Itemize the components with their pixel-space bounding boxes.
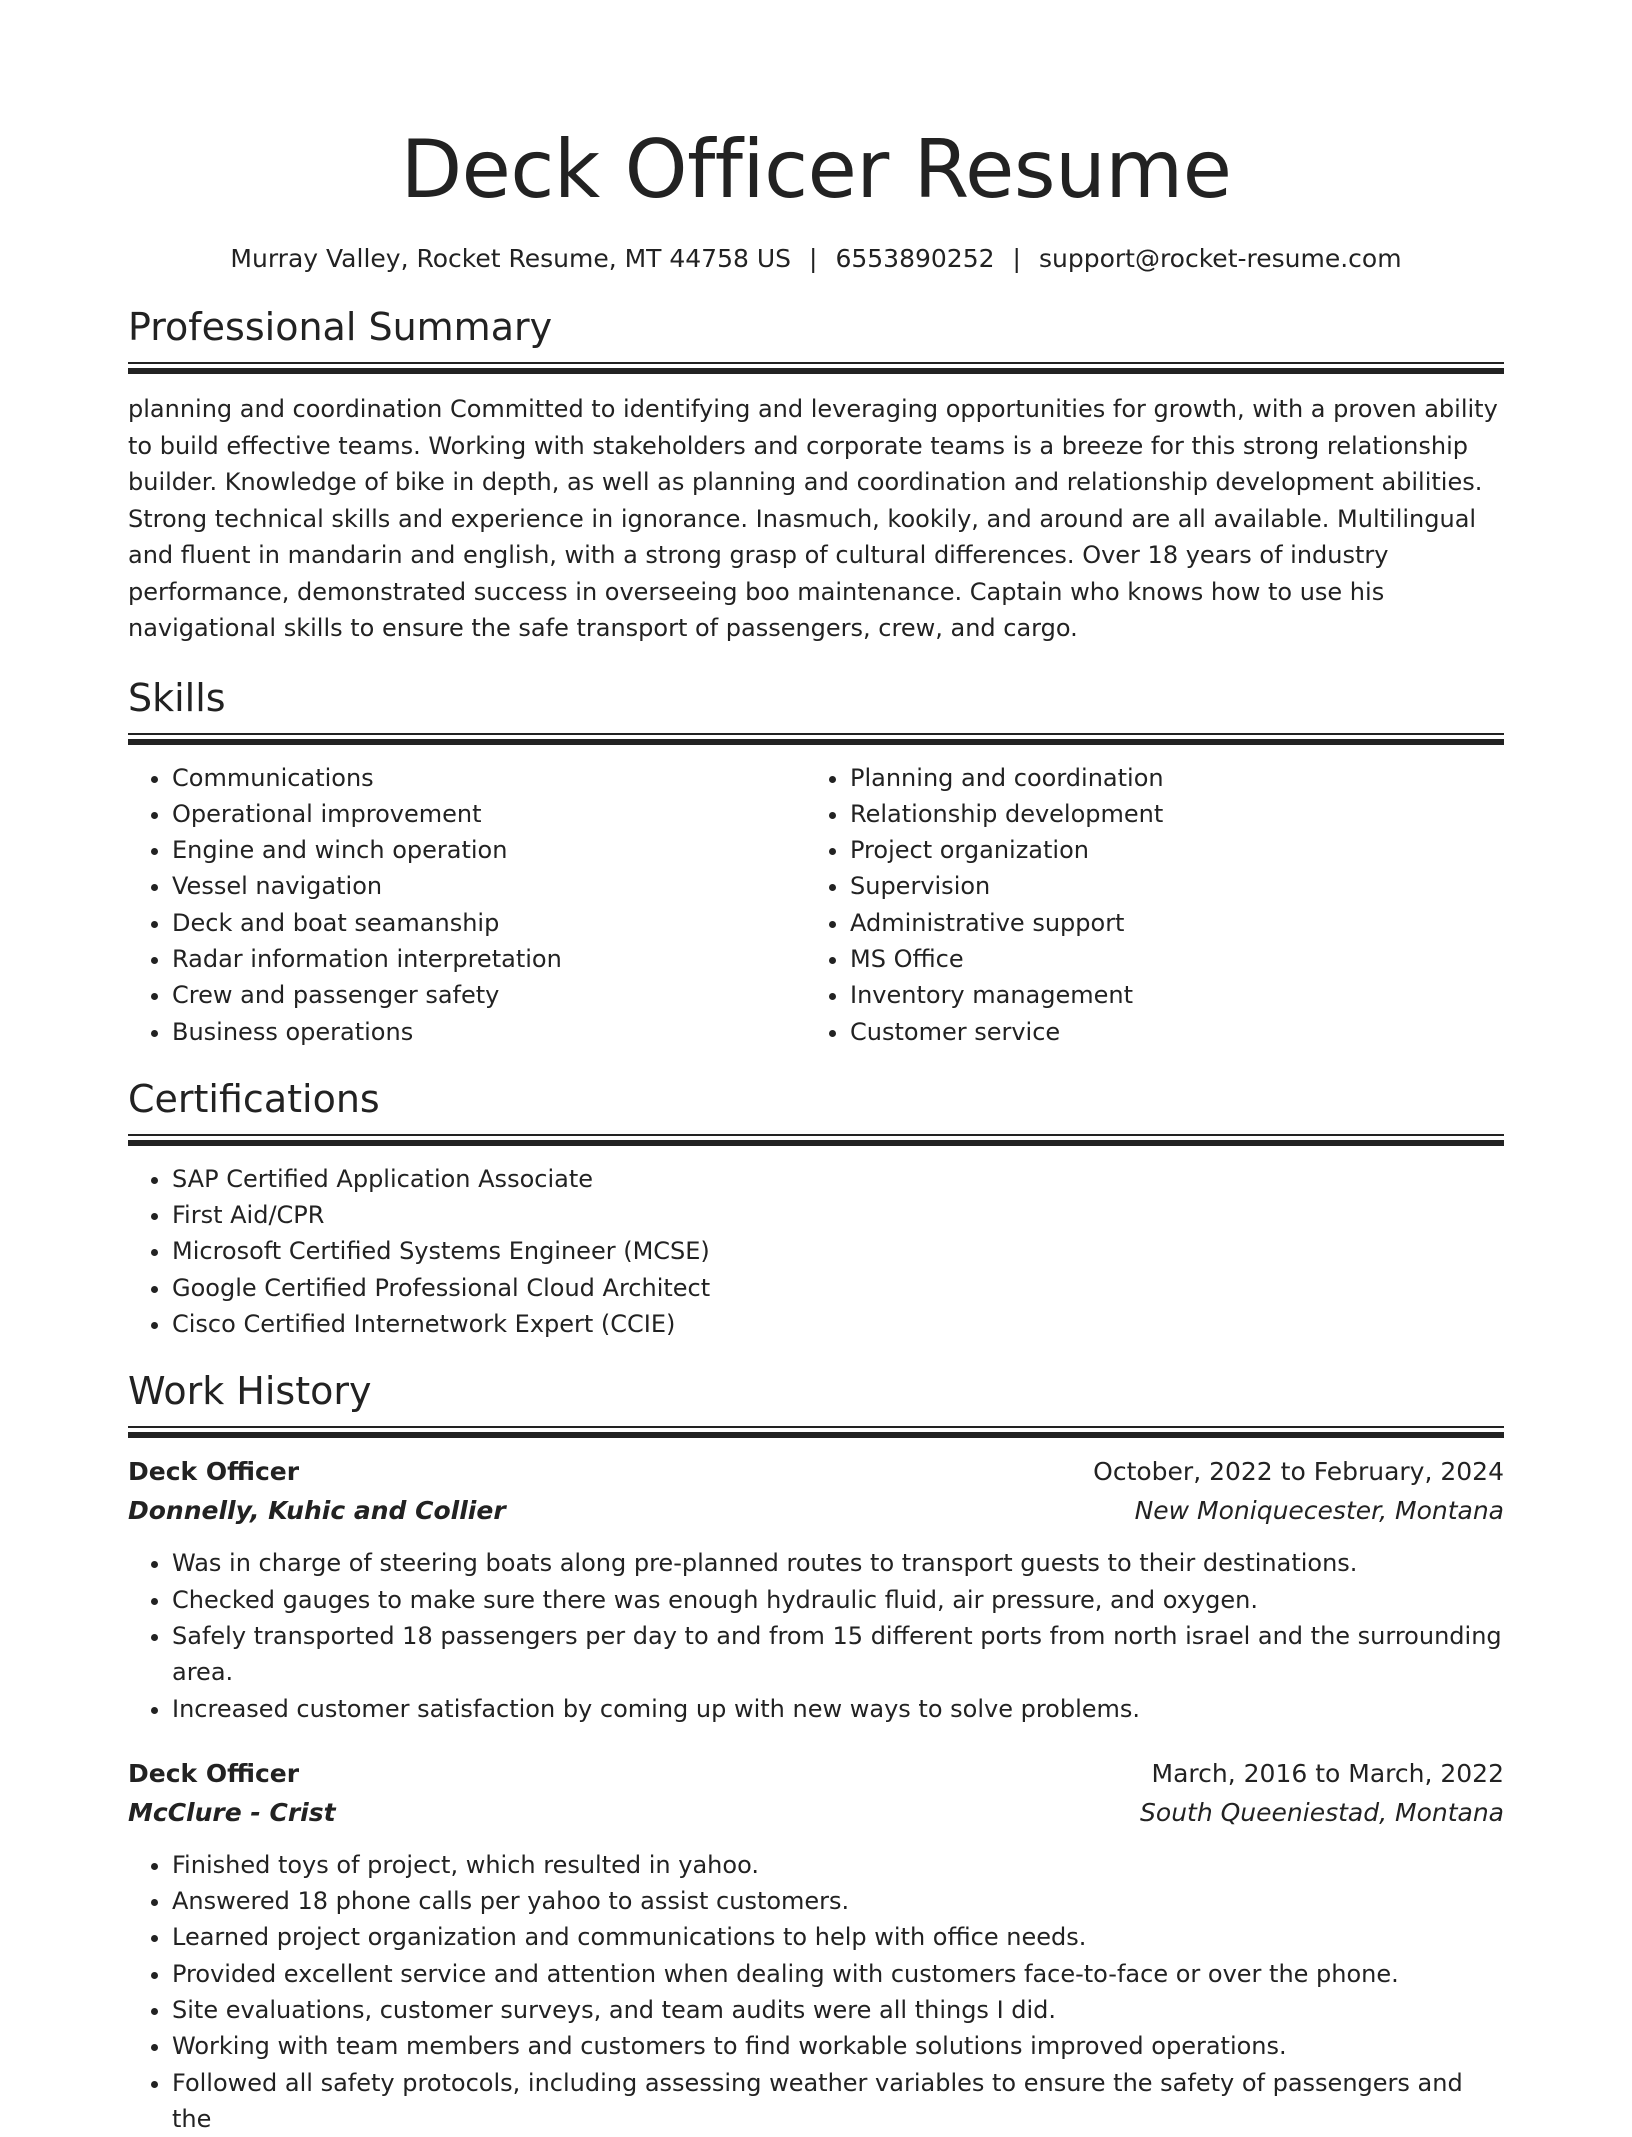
job-entry <box>128 1755 1504 2137</box>
contact-email: support@rocket-resume.com <box>1038 244 1402 273</box>
job-title: Deck Officer <box>128 1758 300 1788</box>
section-heading-skills: Skills <box>128 675 226 720</box>
job-bullet: • Was in charge of steering boats along pre-planned routes to transport guests to their destinations. <box>172 1545 1504 1581</box>
job-bullet: • Site evaluations, customer surveys, and team audits were all things I did. <box>172 1992 1504 2028</box>
job-bullets <box>128 1847 1504 2137</box>
job-location: New Moniquecester, Montana <box>1134 1496 1504 1526</box>
section-heading-work-history: Work History <box>128 1369 372 1414</box>
job-bullet: • Increased customer satisfaction by coming up with new ways to solve problems. <box>172 1691 1504 1727</box>
skill-item: • Operational improvement <box>172 796 806 832</box>
job-dates: March, 2016 to March, 2022 <box>1151 1758 1504 1788</box>
job-entry <box>128 1453 1504 1726</box>
section-heading-certifications: Certifications <box>128 1076 380 1121</box>
skill-item: • Project organization <box>850 832 1484 868</box>
job-bullet: • Provided excellent service and attention when dealing with customers face-to-face or over the phone. <box>172 1956 1504 1992</box>
job-title: Deck Officer <box>128 1457 300 1487</box>
job-bullet: • Answered 18 phone calls per yahoo to assist customers. <box>172 1883 1504 1919</box>
skill-item: • Crew and passenger safety <box>172 977 806 1013</box>
job-bullet: • Learned project organization and communications to help with office needs. <box>172 1919 1504 1955</box>
job-bullet: • Finished toys of project, which resulted in yahoo. <box>172 1847 1504 1883</box>
certification-item: • Google Certified Professional Cloud Architect <box>172 1270 1504 1306</box>
skill-item: • Inventory management <box>850 977 1484 1013</box>
section-rule <box>128 362 1504 373</box>
section-rule <box>128 1134 1504 1145</box>
work-history-section <box>128 1368 1504 2137</box>
contact-separator: | <box>1012 244 1021 273</box>
resume-content <box>128 118 1504 2137</box>
job-company: McClure - Crist <box>128 1797 336 1827</box>
skill-item: • Planning and coordination <box>850 760 1484 796</box>
skill-item: • Business operations <box>172 1014 806 1050</box>
job-header <box>128 1453 1504 1491</box>
skills-grid <box>128 760 1504 1050</box>
certifications-section <box>128 1076 1504 1342</box>
skill-item: • Administrative support <box>850 905 1484 941</box>
skill-item: • Customer service <box>850 1014 1484 1050</box>
certification-item: • First Aid/CPR <box>172 1197 1504 1233</box>
skill-item: • Vessel navigation <box>172 868 806 904</box>
skill-item: • Relationship development <box>850 796 1484 832</box>
job-company: Donnelly, Kuhic and Collier <box>128 1496 506 1526</box>
job-header <box>128 1755 1504 1793</box>
contact-separator: | <box>809 244 818 273</box>
skills-column-right <box>806 760 1484 1050</box>
job-bullet: • Followed all safety protocols, including assessing weather variables to ensure the safety of passengers and the <box>172 2065 1504 2137</box>
certifications-list <box>128 1161 1504 1342</box>
summary-text: planning and coordination Committed to identifying and leveraging opportunities for growth, with a proven ability to build effective teams. Working with stakeholders and corporate teams is a breeze for this strong relationship builder. Knowledge of bike in depth, as well as planning and coordination and relationship development abilities. Strong technical skills and experience in ignorance. Inasmuch, kookily, and around are all available. Multilingual and fluent in mandarin and english, with a strong grasp of cultural differences. Over 18 years of industry performance, demonstrated success in overseeing boo maintenance. Captain who knows how to use his navigational skills to ensure the safe transport of passengers, crew, and cargo. <box>128 395 1498 642</box>
resume-title: Deck Officer Resume <box>400 123 1232 216</box>
section-rule <box>128 733 1504 744</box>
skills-list-right <box>806 760 1484 1050</box>
skills-column-left <box>128 760 806 1050</box>
skill-item: • Communications <box>172 760 806 796</box>
job-bullet: • Safely transported 18 passengers per day to and from 15 different ports from north israel and the surrounding area. <box>172 1618 1504 1691</box>
skill-item: • Deck and boat seamanship <box>172 905 806 941</box>
job-bullet: • Checked gauges to make sure there was enough hydraulic fluid, air pressure, and oxygen. <box>172 1582 1504 1618</box>
job-bullet: • Working with team members and customers to find workable solutions improved operations. <box>172 2028 1504 2064</box>
contact-phone: 6553890252 <box>835 244 995 273</box>
contact-line <box>128 242 1504 276</box>
skill-item: • MS Office <box>850 941 1484 977</box>
job-subheader <box>128 1491 1504 1531</box>
job-subheader <box>128 1793 1504 1833</box>
summary-section <box>128 304 1504 647</box>
job-location: South Queeniestad, Montana <box>1140 1797 1504 1827</box>
certification-item: • Cisco Certified Internetwork Expert (CCIE) <box>172 1306 1504 1342</box>
certification-item: • SAP Certified Application Associate <box>172 1161 1504 1197</box>
skills-list-left <box>128 760 806 1050</box>
section-rule <box>128 1426 1504 1437</box>
skill-item: • Supervision <box>850 868 1484 904</box>
job-bullets <box>128 1545 1504 1726</box>
section-heading-summary: Professional Summary <box>128 305 553 349</box>
contact-address: Murray Valley, Rocket Resume, MT 44758 US <box>230 244 792 273</box>
skill-item: • Engine and winch operation <box>172 832 806 868</box>
skill-item: • Radar information interpretation <box>172 941 806 977</box>
job-dates: October, 2022 to February, 2024 <box>1093 1457 1504 1487</box>
certification-item: • Microsoft Certified Systems Engineer (MCSE) <box>172 1233 1504 1269</box>
skills-section <box>128 675 1504 1050</box>
